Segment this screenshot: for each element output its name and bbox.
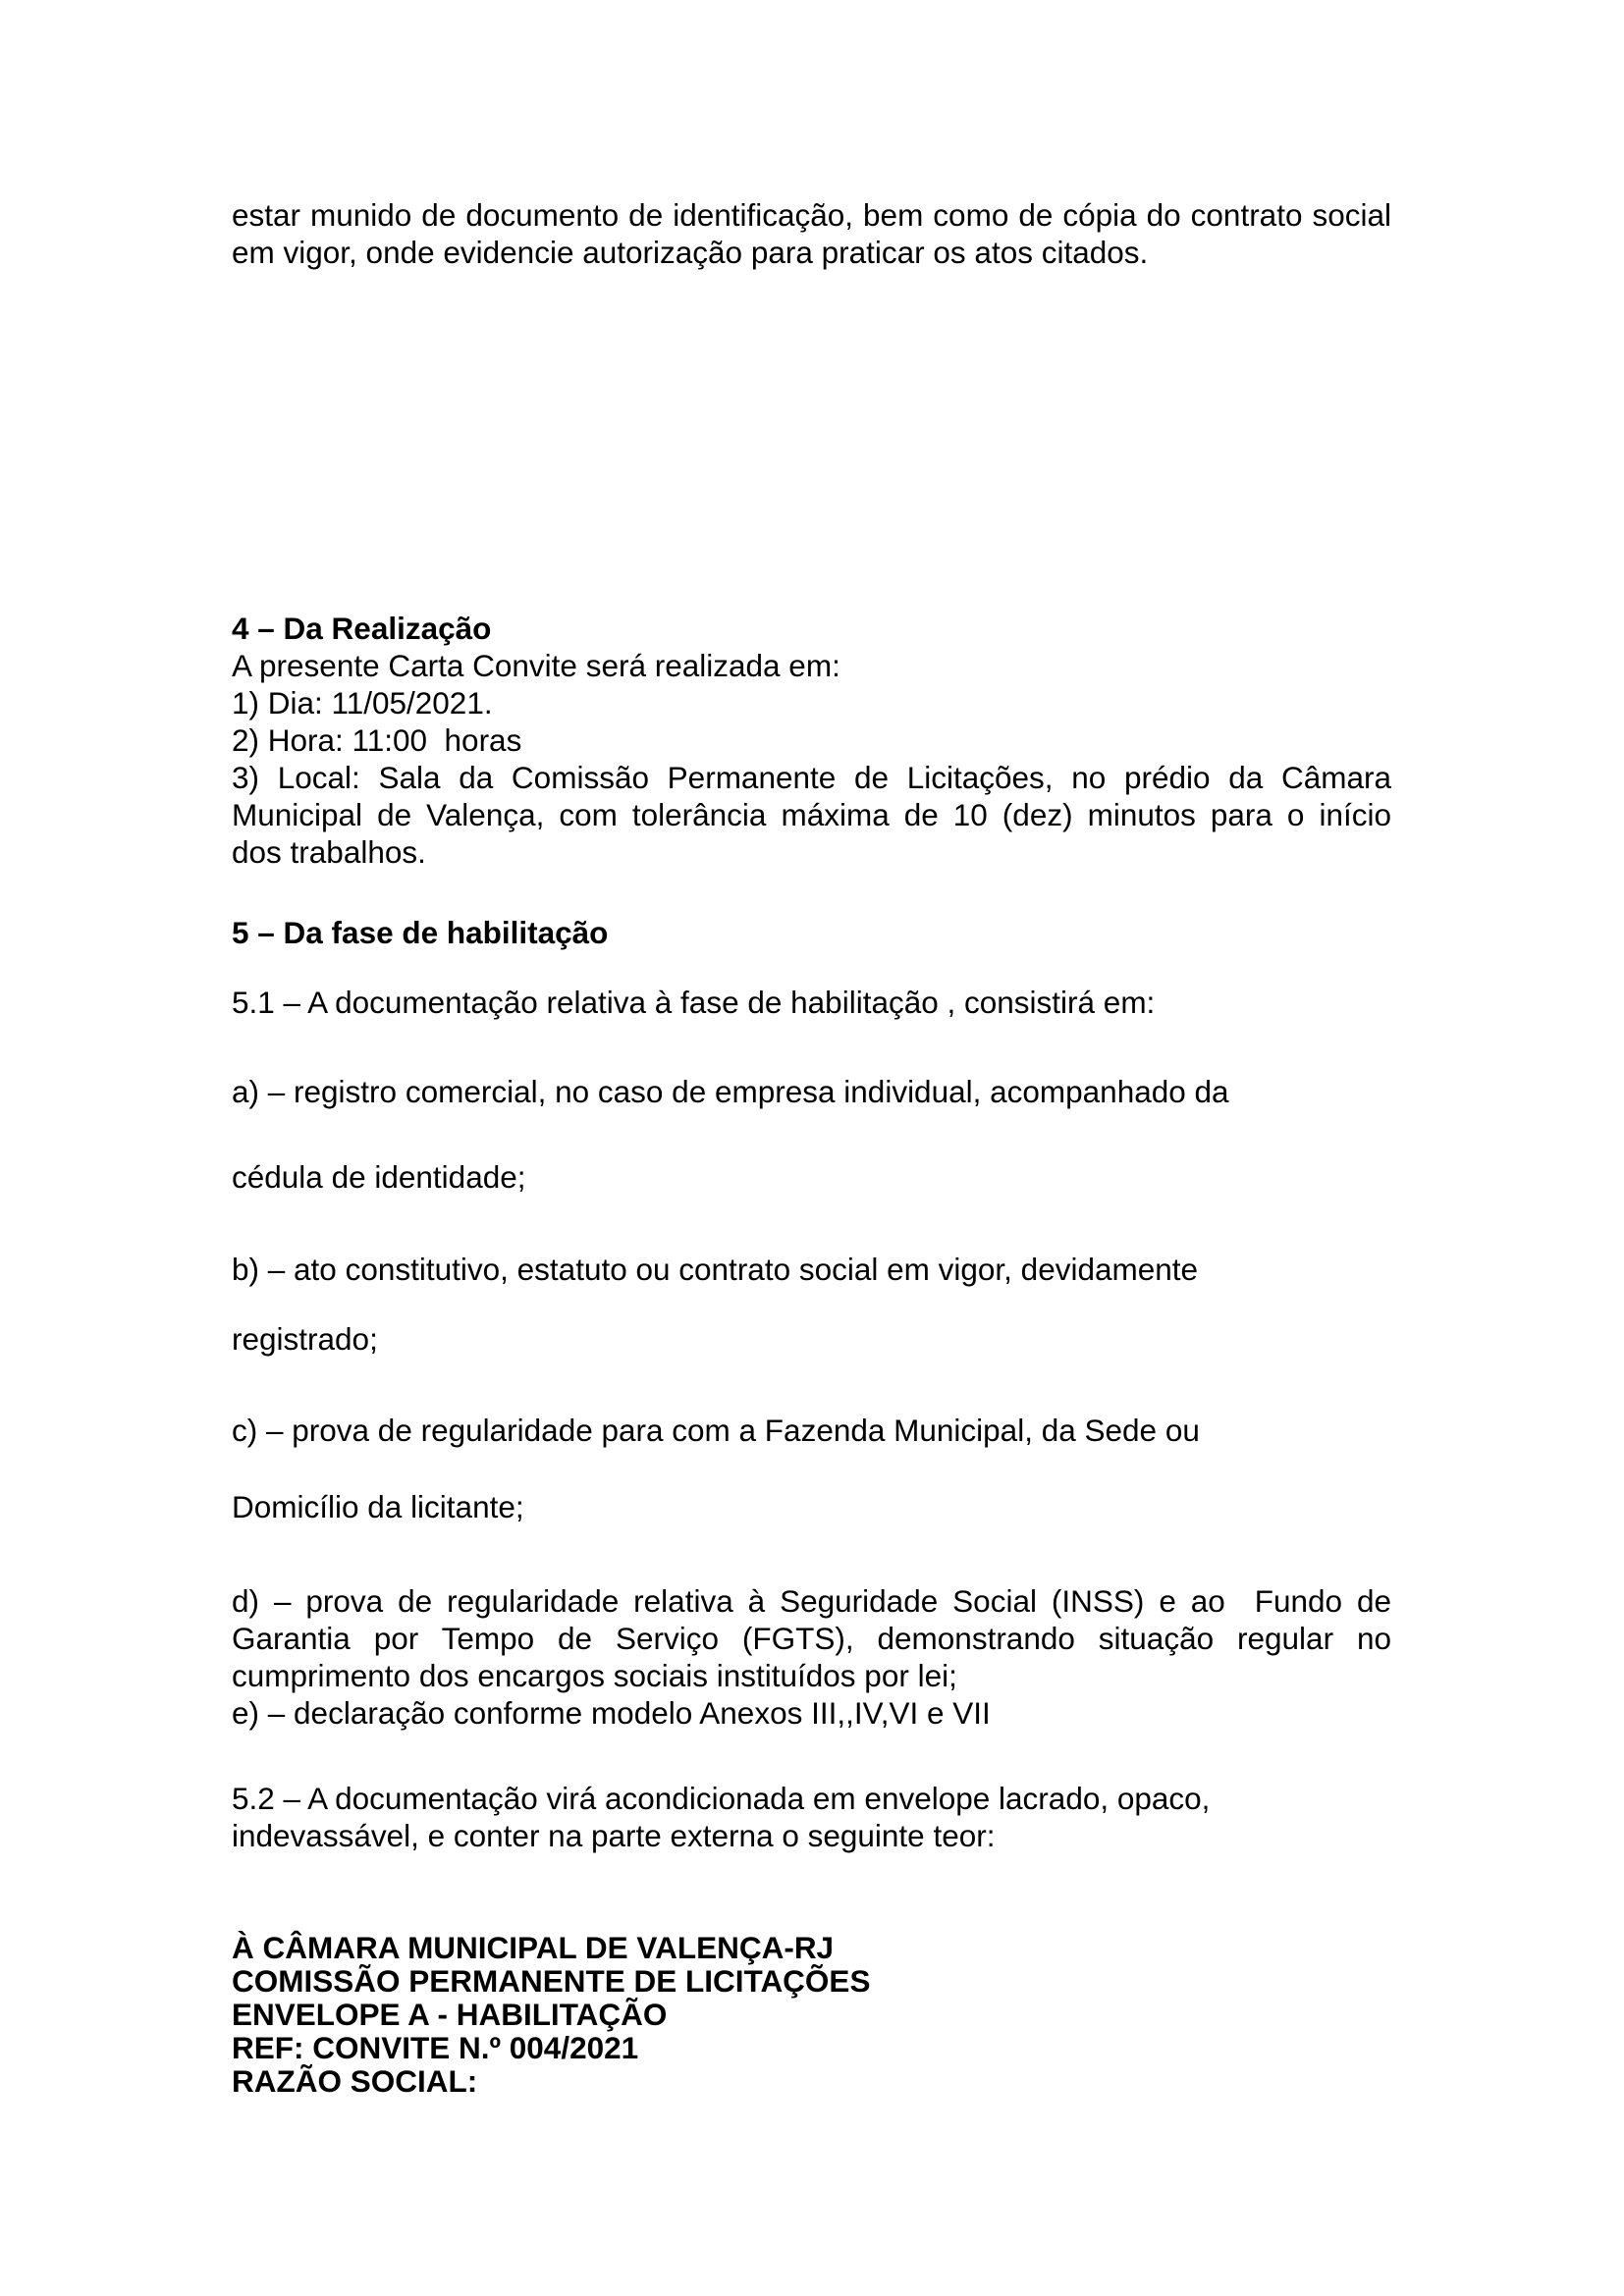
- envelope-line-company-name: RAZÃO SOCIAL:: [232, 2063, 478, 2099]
- envelope-address-block: [232, 1931, 1391, 2098]
- section-5-heading-block: [232, 914, 1391, 951]
- text-line: dos trabalhos.: [232, 834, 426, 870]
- item-e: [232, 1694, 1391, 1732]
- text-line: A presente Carta Convite será realizada em:: [232, 648, 840, 683]
- text-line: cumprimento dos encargos sociais instituídos por lei;: [232, 1658, 957, 1693]
- item-b-line-2: [232, 1320, 1391, 1358]
- text-line: c) – prova de regularidade para com a Fazenda Municipal, da Sede ou: [232, 1413, 1200, 1448]
- text-line: cédula de identidade;: [232, 1159, 526, 1195]
- text-line: 3) Local: Sala da Comissão Permanente de Licitações, no prédio da Câmara: [232, 760, 1391, 795]
- item-a-line-1: [232, 1073, 1391, 1110]
- text-line: 1) Dia: 11/05/2021.: [232, 685, 493, 721]
- text-line: b) – ato constitutivo, estatuto ou contrato social em vigor, devidamente: [232, 1252, 1199, 1287]
- envelope-line-recipient: À CÂMARA MUNICIPAL DE VALENÇA-RJ: [232, 1930, 835, 1965]
- section-5-heading: 5 – Da fase de habilitação: [232, 915, 609, 950]
- text-line: Municipal de Valença, com tolerância máxima de 10 (dez) minutos para o início: [232, 797, 1391, 832]
- text-line: em vigor, onde evidencie autorização para praticar os atos citados.: [232, 235, 1149, 270]
- text-line: e) – declaração conforme modelo Anexos III,,IV,VI e VII: [232, 1695, 991, 1731]
- text-line: 2) Hora: 11:00 horas: [232, 722, 522, 758]
- section-4: [232, 610, 1391, 871]
- item-a-line-2: [232, 1158, 1391, 1196]
- section-4-heading: 4 – Da Realização: [232, 611, 492, 646]
- text-line: estar munido de documento de identificação, bem como de cópia do contrato social: [232, 197, 1391, 233]
- text-line: 5.2 – A documentação virá acondicionada em envelope lacrado, opaco,: [232, 1781, 1211, 1816]
- envelope-line-commission: COMISSÃO PERMANENTE DE LICITAÇÕES: [232, 1963, 871, 1999]
- clause-5-1: [232, 984, 1391, 1021]
- envelope-line-ref: REF: CONVITE N.º 004/2021: [232, 2030, 639, 2065]
- text-line: registrado;: [232, 1321, 378, 1357]
- text-line: a) – registro comercial, no caso de empresa individual, acompanhado da: [232, 1074, 1229, 1109]
- text-line: Garantia por Tempo de Serviço (FGTS), demonstrando situação regular no: [232, 1621, 1391, 1656]
- item-c-line-1: [232, 1412, 1391, 1449]
- text-line: 5.1 – A documentação relativa à fase de habilitação , consistirá em:: [232, 985, 1156, 1020]
- text-line: d) – prova de regularidade relativa à Seguridade Social (INSS) e ao Fundo de: [232, 1583, 1391, 1619]
- text-line: Domicílio da licitante;: [232, 1489, 524, 1524]
- paragraph-intro: [232, 196, 1391, 271]
- clause-5-2: [232, 1780, 1391, 1854]
- item-c-line-2: [232, 1488, 1391, 1525]
- item-b-line-1: [232, 1251, 1391, 1288]
- item-d: [232, 1582, 1391, 1694]
- envelope-line-envelope-label: ENVELOPE A - HABILITAÇÃO: [232, 1997, 668, 2032]
- text-line: indevassável, e conter na parte externa o seguinte teor:: [232, 1818, 996, 1853]
